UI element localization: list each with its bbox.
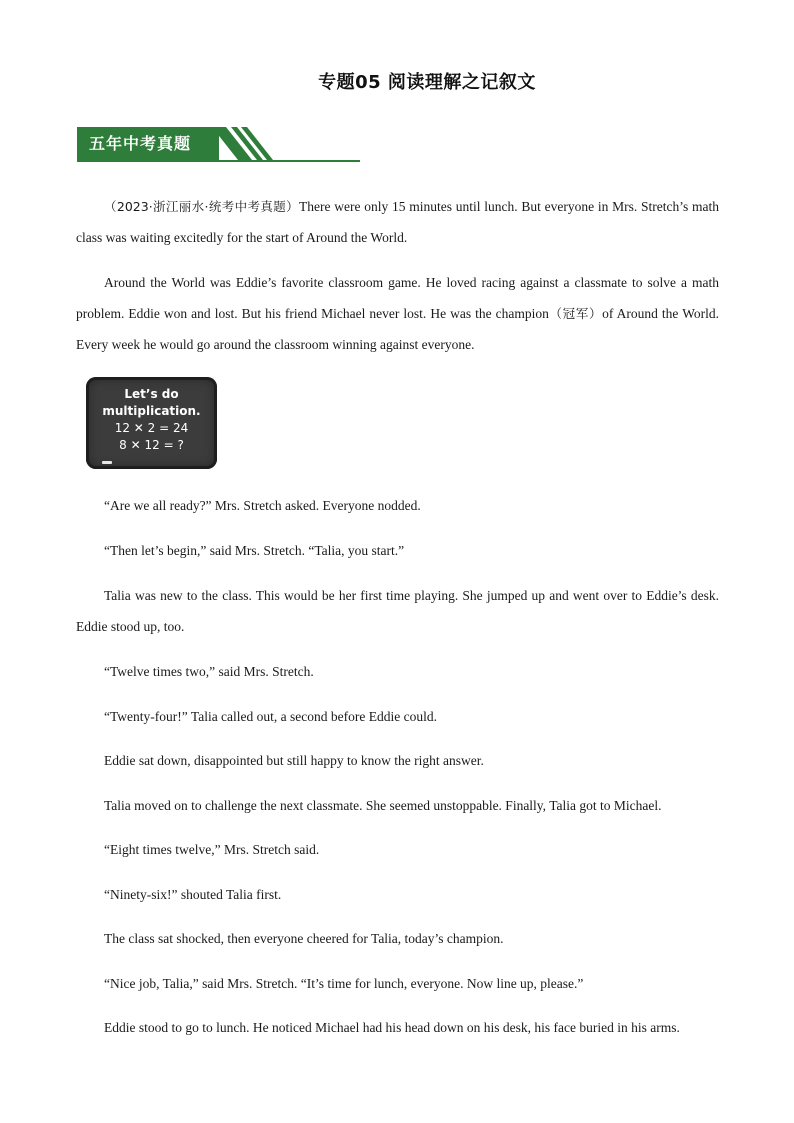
paragraph-2-part2: of Around the World. Every week he would go around the classroom winning against everyone. xyxy=(76,306,719,352)
gloss-champion: （冠军） xyxy=(548,306,603,321)
intro-text: There were only 15 minutes until lunch. But everyone in Mrs. Stretch’s math class was waiting excitedly for the start of Around the World. xyxy=(76,199,719,245)
paragraph: Eddie stood to go to lunch. He noticed Michael had his head down on his desk, his face buried in his arms. xyxy=(104,1020,680,1035)
board-line-1: Let’s do xyxy=(124,387,179,401)
paragraph: “Ninety-six!” shouted Talia first. xyxy=(104,887,282,902)
paragraph-2 xyxy=(76,267,719,360)
board-line-4: 8 ✕ 12 = ? xyxy=(119,438,184,452)
paragraph: “Then let’s begin,” said Mrs. Stretch. “Talia, you start.” xyxy=(104,543,405,558)
section-tab: 五年中考真题 xyxy=(77,127,219,160)
source-label: （2023·浙江丽水·统考中考真题） xyxy=(104,199,300,214)
chalkboard-image xyxy=(86,377,217,469)
paragraph-2-part1: Around the World was Eddie’s favorite classroom game. He loved racing against a classmate to solve a math problem. Eddie won and lost. But his friend Michael never lost. He was the champion xyxy=(76,275,719,321)
paragraph: “Twenty-four!” Talia called out, a second before Eddie could. xyxy=(104,709,437,724)
section-header xyxy=(77,127,360,163)
paragraph: “Twelve times two,” said Mrs. Stretch. xyxy=(104,664,314,679)
intro-paragraph xyxy=(76,191,719,253)
paragraph: “Nice job, Talia,” said Mrs. Stretch. “It’s time for lunch, everyone. Now line up, please.” xyxy=(104,976,584,991)
board-line-3: 12 ✕ 2 = 24 xyxy=(114,421,189,435)
chalk-eraser-mark xyxy=(102,461,112,464)
stripe-decoration-icon xyxy=(212,127,337,162)
paragraph: Talia was new to the class. This would be her first time playing. She jumped up and went over to Eddie’s desk. Eddie stood up, too. xyxy=(76,588,719,634)
section-underline xyxy=(77,160,360,162)
paragraph: “Eight times twelve,” Mrs. Stretch said. xyxy=(104,842,320,857)
paragraph: Talia moved on to challenge the next classmate. She seemed unstoppable. Finally, Talia got to Michael. xyxy=(104,798,662,813)
paragraph: Eddie sat down, disappointed but still happy to know the right answer. xyxy=(104,753,484,768)
paragraph: The class sat shocked, then everyone cheered for Talia, today’s champion. xyxy=(104,931,504,946)
page-title: 专题05 阅读理解之记叙文 xyxy=(318,72,536,93)
paragraph: “Are we all ready?” Mrs. Stretch asked. Everyone nodded. xyxy=(104,498,421,513)
board-line-2: multiplication. xyxy=(102,404,201,418)
